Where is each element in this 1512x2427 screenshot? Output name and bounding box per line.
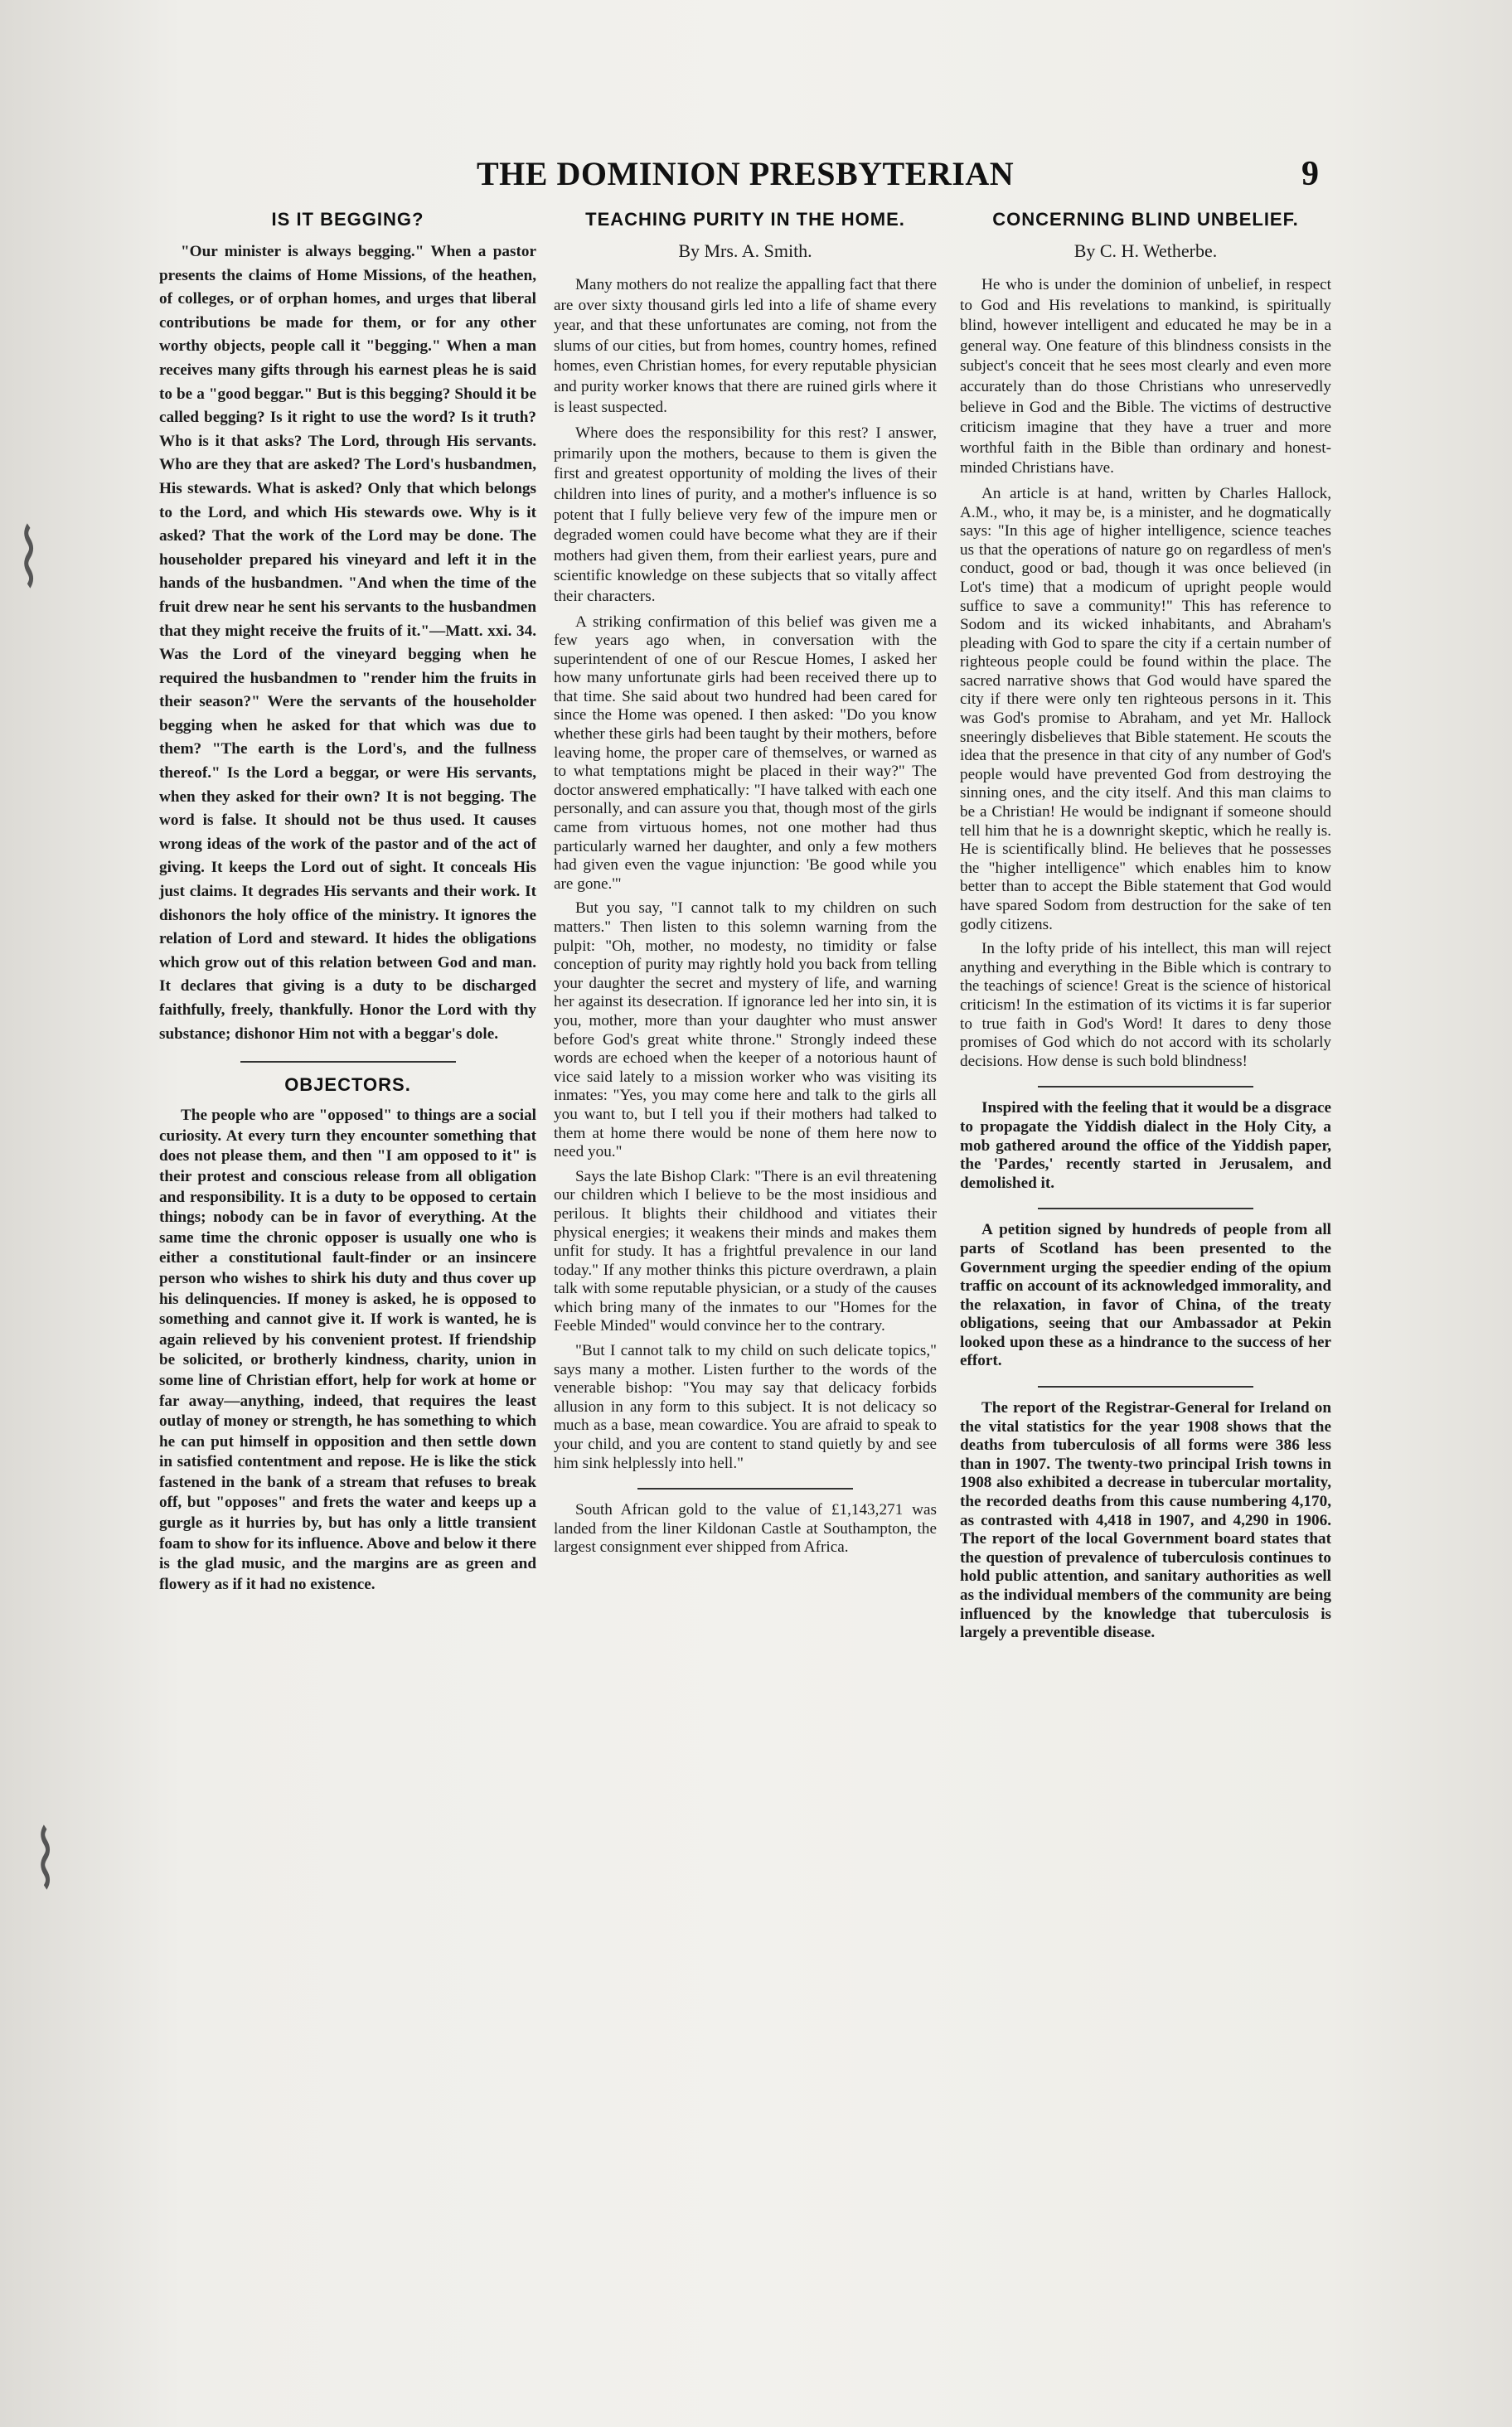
article-blind-unbelief — [960, 209, 1331, 1071]
article-paragraph: The report of the Registrar-General for Ireland on the vital statistics for the year 1908 shows that the deaths from tuberculosis of all forms were 386 less than in 1907. The twenty-two principal Irish towns in 1908 also exhibited a decrease in tubercular mortality, the recorded deaths from this cause numbering 4,170, as contrasted with 4,418 in 1907, and 4,290 in 1906. The report of the local Government board states that the question of prevalence of tuberculosis continues to hold public attention, and sanitary authorities as well as the individual members of the community are being influenced by the knowledge that tuberculosis is largely a preventible disease. — [960, 1399, 1331, 1642]
margin-mark-upper: ⌇ — [17, 513, 41, 606]
article-paragraph: In the lofty pride of his intellect, this man will reject anything and everything in the Bible which is contrary to the teachings of science! Great is the science of historical criticism! In the estimation of its victims it is far superior to true faith in God's Word! It dares to deny those promises of God which do not accord with its scholarly decisions. How dense is such bold blindness! — [960, 940, 1331, 1070]
article-paragraph: The people who are "opposed" to things are a social curiosity. At every turn they encounter something that does not please them, and then "I am opposed to it" is their protest and conscious release from all obligation and responsibility. It is a duty to be opposed to certain things; nobody can be in favor of everything. At the same time the chronic opposer is usually one who is either a constitutional fault-finder or an insincere person who wishes to shirk his duty and thus cover up his delinquencies. If money is asked, he is opposed to something and cannot give it. If work is wanted, he is again relieved by his convenient protest. If friendship be solicited, or brotherly kindness, charity, union in some line of Christian effort, help for work at home or far away—anything, indeed, that requires the least outlay of money or strength, he has something to which he can put himself in opposition and then settle down in satisfied contentment and repose. He is like the stick fastened in the bank of a stream that refuses to break off, but "opposes" and frets the water and keeps up a gurgle as it hurries by, but has only a little transient foam to show for its influence. Above and below it there is the glad music, and the margins are as green and flowery as if it had no existence. — [159, 1107, 536, 1593]
column-2 — [554, 204, 937, 1563]
page-header — [0, 154, 1512, 204]
news-item-south-african-gold — [554, 1501, 937, 1557]
article-paragraph: But you say, "I cannot talk to my children on such matters." Then listen to this solemn warning from the pulpit: "Oh, mother, no modesty, no timidity or false conception of purity may rightly hold you back from telling your daughter the secret and mystery of life, and warning her against its desecration. If ignorance led her into sin, it is you, mother, more than your daughter who must answer before God's great white throne." Strongly indeed these words are echoed when the keeper of a notorious haunt of vice said lately to a mission worker who was visiting its inmates: "Yes, you may come here and talk to the girls all you want to, but I tell you if their mothers had talked to them at home there would be none of them here now to need you." — [554, 899, 937, 1161]
article-paragraph: "But I cannot talk to my child on such delicate topics," says many a mother. Listen further to the words of the venerable bishop: "You may say that delicacy forbids allusion in any form to this subject. It is not delicacy so much as a base, mean cowardice. You are afraid to speak to your child, and you are content to stand quietly by and see him sink helplessly into hell." — [554, 1342, 937, 1472]
article-objectors — [159, 1074, 536, 1595]
news-item-tuberculosis-report — [960, 1399, 1331, 1643]
article-paragraph: Says the late Bishop Clark: "There is an evil threatening our children which I believe to be the most insidious and perilous. It blights their childhood and vitiates their physical energies; it weakens their minds and makes them unfit for study. It has a frightful prevalence in our land today." If any mother thinks this picture overdrawn, a plain talk with some reputable physician, or a study of the causes which bring many of the inmates to our "Homes for the Feeble Minded" would convince her to the contrary. — [554, 1167, 937, 1335]
article-paragraph: A petition signed by hundreds of people from all parts of Scotland has been presented to the Government urging the speedier ending of the opium traffic on account of its acknowledged immorality, and the relaxation, in favor of China, of the treaty obligations, seeing that our Ambassador at Pekin looked upon these as a hindrance to the success of her effort. — [960, 1221, 1331, 1370]
margin-mark-lower: ⌇ — [33, 1814, 58, 1907]
article-paragraph: A striking confirmation of this belief was given me a few years ago when, in conversation with the superintendent of one of our Rescue Homes, I asked her how many unfortunate girls had been received there up to that time. She said about two hundred had been cared for since the Home was opened. I then asked: "Do you know whether these girls had been taught by their mothers, before leaving home, the proper care of themselves, or warned as to what temptations might be placed in their way?" The doctor answered emphatically: "I have talked with each one personally, and can assure you that, though most of the girls came from virtuous homes, not one mother had thus particularly warned her daughter, and only a few mothers had given even the vague injunction: 'Be good while you are gone.'" — [554, 613, 937, 893]
article-paragraph: Inspired with the feeling that it would be a disgrace to propagate the Yiddish dialect in the Holy City, a mob gathered around the office of the Yiddish paper, the 'Pardes,' recently started in Jerusalem, and demolished it. — [960, 1099, 1331, 1192]
divider-rule — [240, 1061, 456, 1063]
article-paragraph: Where does the responsibility for this rest? I answer, primarily upon the mothers, because to them is given the first and greatest opportunity of molding the lives of their children into lines of purity, and a mother's influence is so potent that I fully believe very few of the impure men or degraded women could have become what they are if their mothers had given them, from their earliest years, pure and scientific knowledge on these subjects that so vitally affect their characters. — [554, 424, 937, 605]
article-title: IS IT BEGGING? — [271, 209, 424, 230]
divider-rule — [1038, 1386, 1253, 1388]
masthead: THE DOMINION PRESBYTERIAN — [477, 155, 1015, 192]
article-is-it-begging — [159, 209, 536, 1046]
column-1 — [159, 204, 536, 1601]
article-byline: By Mrs. A. Smith. — [678, 240, 812, 261]
article-paragraph: South African gold to the value of £1,143,271 was landed from the liner Kildonan Castle at Southampton, the largest consignment ever shipped from Africa. — [554, 1501, 937, 1557]
article-paragraph: Many mothers do not realize the appalling fact that there are over sixty thousand girls led into a life of shame every year, and that these unfortunates are coming, not from the slums of our cities, but from homes, country homes, refined homes, even Christian homes, for every reputable physician and purity worker knows that there are ruined girls where it is least suspected. — [554, 276, 937, 416]
article-paragraph: "Our minister is always begging." When a pastor presents the claims of Home Missions, of the heathen, of colleges, or of orphan homes, and urges that liberal contributions be made for them, or for any other worthy objects, people call it "begging." When a man receives many gifts through his earnest pleas he is said to be a "good beggar." But is this begging? Should it be called begging? Is it right to use the word? Is it truth? Who is it that asks? The Lord, through His servants. Who are they that are asked? The Lord's husbandmen, His stewards. What is asked? Only that which belongs to the Lord, and which His stewards owe. Why is it asked? That the work of the Lord may be done. The householder prepared his vineyard and left it in the hands of the husbandmen. "And when the time of the fruit drew near he sent his servants to the husbandmen that they might receive the fruits of it."—Matt. xxi. 34. Was the Lord of the vineyard begging when he required the husbandmen to "render him the fruits in their season?" Were the servants of the householder begging when he asked for that which was due to them? "The earth is the Lord's, and the fullness thereof." Is the Lord a beggar, or were His servants, when they asked for their own? It is not begging. The word is false. It should not be thus used. It causes wrong ideas of the work of the pastor and of the act of giving. It keeps the Lord out of sight. It conceals His just claims. It degrades His servants and their work. It dishonors the holy office of the ministry. It ignores the relation of Lord and steward. It hides the obligations which grow out of this relation between God and man. It declares that giving is a duty to be discharged faithfully, freely, thankfully. Honor the Lord with thy substance; dishonor Him not with a beggar's dole. — [159, 243, 536, 1043]
page-number: 9 — [1301, 155, 1319, 193]
news-item-opium-petition — [960, 1221, 1331, 1371]
article-title: OBJECTORS. — [284, 1074, 411, 1096]
article-paragraph: An article is at hand, written by Charles Hallock, A.M., who, it may be, is a minister, and he dogmatically says: "In this age of higher intelligence, science teaches us that the operations of nature go on regardless of men's conduct, good or bad, though it was once believed (in Lot's time) that a modicum of upright people would suffice to save a community!" This has reference to Sodom and its wicked inhabitants, and Abraham's pleading with God to spare the city if a certain number of righteous people could be found within the place. The sacred narrative shows that God would have spared the city if there were only ten righteous persons in it. This was God's promise to Abraham, and yet Mr. Hallock sneeringly disbelieves that Bible statement. He scouts the idea that the presence in that city of any number of God's people would have prevented God from destroying the sinning ones, and the city itself. And this man claims to be a Christian! He would be indignant if someone should tell him that he is a downright skeptic, which he really is. He is scientifically blind. He believes that he possesses the "higher intelligence" which enables him to know better than to accept the Bible statement that God would have spared Sodom from destruction for the sake of ten godly citizens. — [960, 484, 1331, 933]
divider-rule — [637, 1488, 853, 1490]
article-title: TEACHING PURITY IN THE HOME. — [585, 209, 905, 230]
article-paragraph: He who is under the dominion of unbelief, in respect to God and His revelations to mankind, is spiritually blind, however intelligent and educated he may be in a general way. One feature of this blindness consists in the subject's conceit that he sees most clearly and even more accurately than do those Christians who unreservedly believe in God and the Bible. The victims of destructive criticism imagine that they have a truer and more worthful faith in the Bible than ordinary and honest-minded Christians have. — [960, 276, 1331, 477]
article-teaching-purity — [554, 209, 937, 1473]
news-item-yiddish-paper — [960, 1099, 1331, 1193]
divider-rule — [1038, 1086, 1253, 1088]
article-title: CONCERNING BLIND UNBELIEF. — [992, 209, 1299, 230]
article-byline: By C. H. Wetherbe. — [1073, 240, 1218, 261]
column-3 — [960, 204, 1331, 1649]
divider-rule — [1038, 1208, 1253, 1209]
